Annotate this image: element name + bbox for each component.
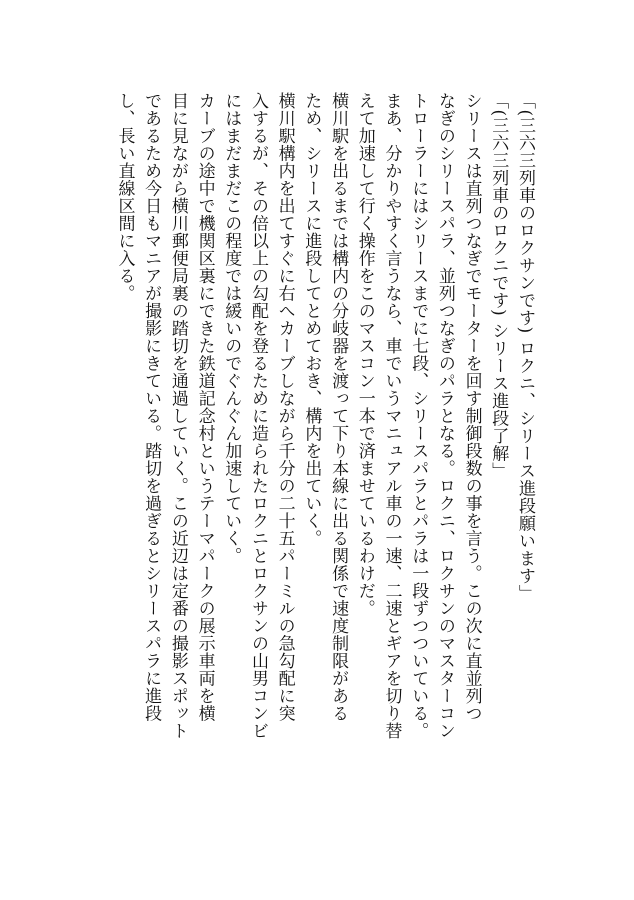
text-line: なぎのシリースパラ、並列つなぎのパラとなる。ロクニ、ロクサンのマスターコン: [434, 92, 455, 740]
text-line-radio-request: 「(三六三列車のロクサンです) ロクニ、シリース進段願います」: [515, 92, 535, 603]
text-line: カーブの途中で機関区裏にできた鉄道記念村というテーマパークの展示車両を横: [194, 92, 215, 722]
text-line: ため、シリースに進段してとめておき、構内を出ていく。: [301, 92, 322, 547]
text-line: シリースは直列つなぎでモーターを回す制御段数の事を言う。この次に直並列つ: [461, 92, 482, 722]
text-line: にはまだまだこの程度では緩いのでぐんぐん加速していく。: [221, 92, 242, 565]
vertical-text-body: [111, 92, 538, 782]
text-line: えて加速して行く操作をこのマスコン一本で済ませているわけだ。: [354, 92, 375, 617]
text-line: 横川駅構内を出てすぐに右へカーブしながら千分の二十五パーミルの急勾配に突: [274, 92, 295, 722]
text-line: まあ、分かりやすく言うなら、車でいうマニュアル車の一速、二速とギアを切り替: [381, 92, 402, 740]
text-line: 横川駅を出るまでは構内の分岐器を渡って下り本線に出る関係で速度制限がある: [328, 92, 349, 722]
text-line: トローラーにはシリースまでに七段、シリースパラとパラは一段ずつついている。: [408, 92, 429, 740]
text-line: し、長い直線区間に入る。: [114, 92, 135, 302]
text-line: であるため今日もマニアが撮影にきている。踏切を過ぎるとシリースパラに進段: [141, 92, 162, 722]
text-line: 入するが、その倍以上の勾配を登るために造られたロクニとロクサンの山男コンビ: [247, 92, 268, 740]
text-line: 目に見ながら横川郵便局裏の踏切を通過していく。この近辺は定番の撮影スポット: [167, 92, 188, 740]
text-line-radio-reply: 「(三六三列車のロクニです) シリース進段了解」: [488, 92, 509, 480]
